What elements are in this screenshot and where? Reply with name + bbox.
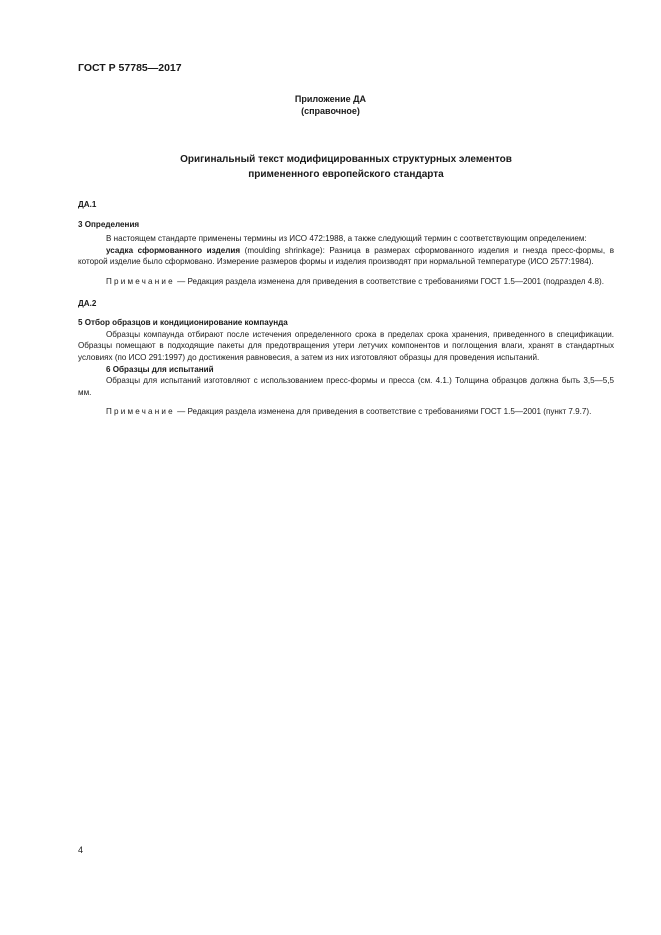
note-text: — Редакция раздела изменена для приведения в соответствие с требованиями ГОСТ 1.5—2001 (пункт 7.9.7). (174, 407, 592, 417)
section-heading-specimens: 6 Образцы для испытаний (106, 364, 214, 374)
term-name: усадка сформованного изделия (106, 245, 241, 255)
appendix-subtitle: (справочное) (301, 106, 360, 116)
section-heading-definitions: 3 Определения (78, 219, 140, 229)
appendix-title: Приложение ДА (294, 94, 367, 104)
definitions-intro: В настоящем стандарте применены термины из ИСО 472:1988, а также следующий термин с соответствующим определением: (106, 234, 587, 244)
section-label-da1: ДА.1 (78, 200, 97, 209)
note-da1 (78, 276, 614, 288)
note-label: Примечание (106, 407, 175, 417)
section-label-da2: ДА.2 (78, 298, 97, 308)
specimens-paragraph: Образцы для испытаний изготовляют с использованием пресс-формы и пресса (см. 4.1.) Толщина образцов должна быть 3,5—5,5 мм. (78, 376, 614, 397)
term-definition (78, 245, 614, 268)
note-label: Примечание (106, 276, 175, 286)
sampling-paragraph: Образцы компаунда отбирают после истечения определенного срока в пределах срока хранения, приведенного в спецификации. Образцы помещают в подходящие пакеты для предотвращения утери летучих компонентов и поглощения влаги, хранят в стандартных условиях (по ИСО 291:1997) до достижения равновесия, а затем из них изготовляют образцы для проведения испытаний. (78, 329, 614, 362)
title-line-1: Оригинальный текст модифицированных структурных элементов (180, 154, 512, 165)
note-text: — Редакция раздела изменена для приведения в соответствие с требованиями ГОСТ 1.5—2001 (подраздел 4.8). (174, 276, 604, 286)
title-line-2: примененного европейского стандарта (248, 169, 444, 180)
section-heading-sampling: 5 Отбор образцов и кондиционирование компаунда (78, 318, 288, 328)
term-text: (moulding shrinkage): Разница в размерах сформованного изделия и гнезда пресс-формы, в которой изделие было сформовано. Измерение размеров формы и изделия производят при нормальной температуре (ИСО 2577:1984). (78, 245, 614, 267)
document-title (78, 152, 614, 182)
standard-id: ГОСТ Р 57785—2017 (78, 62, 182, 74)
appendix-heading (0, 93, 661, 117)
page-number: 4 (78, 845, 84, 855)
note-da2 (78, 406, 614, 418)
document-body (78, 199, 614, 418)
